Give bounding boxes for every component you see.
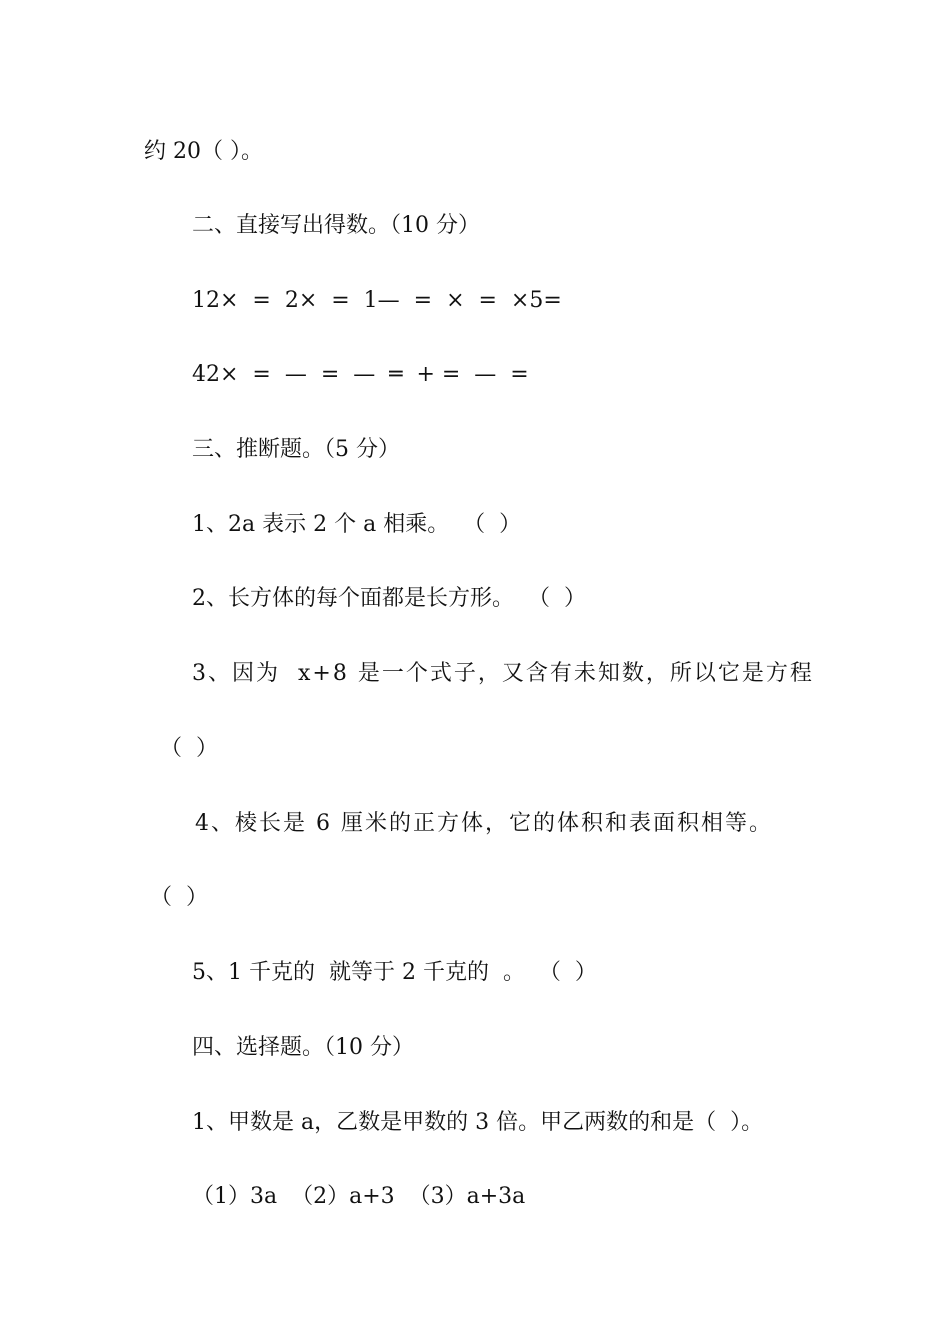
text-line-continuation: 约 20（ ）。 xyxy=(144,139,263,164)
section-heading-judgement: 三、推断题。（5 分） xyxy=(192,437,400,462)
judgement-question-1: 1、2a 表示 2 个 a 相乘。 （ ） xyxy=(192,512,522,537)
equation-row-2: 42× = — = — ═ + = — = xyxy=(192,362,529,387)
judgement-question-4: 4、棱长是 6 厘米的正方体，它的体积和表面积相等。 xyxy=(195,811,773,836)
judgement-question-3: 3、因为 x+8 是一个式子，又含有未知数，所以它是方程 xyxy=(192,661,814,686)
judgement-question-2: 2、长方体的每个面都是长方形。 （ ） xyxy=(192,586,586,611)
choice-options-1: （1）3a （2）a+3 （3）a+3a xyxy=(192,1184,526,1209)
judgement-question-5: 5、1 千克的 就等于 2 千克的 。 （ ） xyxy=(192,960,597,985)
section-heading-choice: 四、选择题。（10 分） xyxy=(192,1035,414,1060)
judgement-question-4-blank: （ ） xyxy=(150,885,208,910)
section-heading-direct-results: 二、直接写出得数。（10 分） xyxy=(192,213,480,238)
equation-row-1: 12× = 2× = 1— = × = ×5= xyxy=(192,288,562,313)
choice-question-1: 1、甲数是 a，乙数是甲数的 3 倍。甲乙两数的和是（ ）。 xyxy=(192,1110,764,1135)
judgement-question-3-blank: （ ） xyxy=(160,736,218,761)
